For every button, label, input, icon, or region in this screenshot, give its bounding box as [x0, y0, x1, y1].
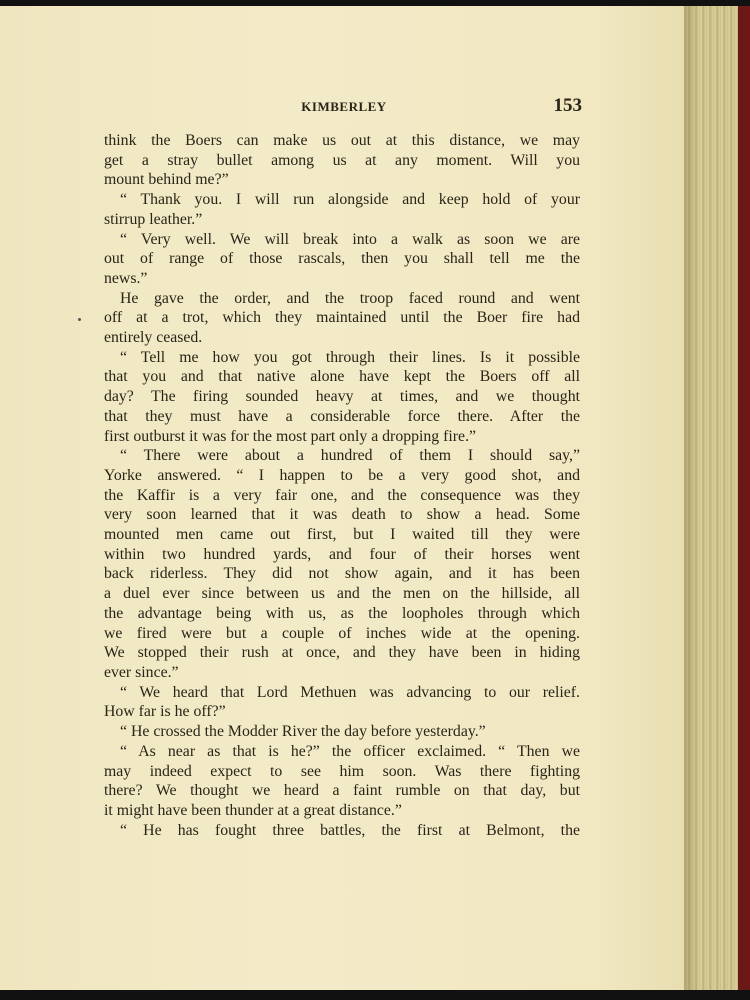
running-head: KIMBERLEY [301, 99, 387, 114]
top-border [0, 0, 750, 6]
text-line: stirrup leather.” [104, 210, 203, 228]
text-line: get a stray bullet among us at any moment. Will you [104, 151, 580, 169]
text-line: may indeed expect to see him soon. Was there fighting [104, 762, 580, 780]
margin-mark [78, 318, 81, 321]
text-line: “ We heard that Lord Methuen was advancing to our relief. [120, 683, 580, 701]
text-line: news.” [104, 269, 148, 287]
text-line: the Kaffir is a very fair one, and the consequence was they [104, 486, 580, 504]
page-number: 153 [553, 95, 582, 116]
text-line: out of range of those rascals, then you shall tell me the [104, 250, 580, 268]
text-line: back riderless. They did not show again, and it has been [104, 565, 580, 583]
text-line: “ There were about a hundred of them I should say,” [120, 447, 580, 465]
text-line: We stopped their rush at once, and they have been in hiding [104, 644, 580, 662]
text-line: He gave the order, and the troop faced round and went [120, 289, 580, 307]
text-line: the advantage being with us, as the loopholes through which [104, 604, 580, 622]
text-line: mounted men came out first, but I waited till they were [104, 526, 580, 544]
text-line: a duel ever since between us and the men on the hillside, all [104, 585, 580, 603]
text-line: day? The firing sounded heavy at times, and we thought [104, 388, 580, 406]
text-line: that you and that native alone have kept the Boers off all [104, 368, 580, 386]
bottom-border [0, 990, 750, 1000]
text-line: think the Boers can make us out at this distance, we may [104, 132, 580, 149]
text-line: off at a trot, which they maintained until the Boer fire had [104, 309, 580, 327]
book-cover-edge [738, 0, 750, 1000]
text-line: within two hundred yards, and four of their horses went [104, 545, 580, 563]
text-line: first outburst it was for the most part only a dropping fire.” [104, 427, 477, 445]
text-line: that they must have a considerable force there. After the [104, 407, 580, 425]
text-line: we fired were but a couple of inches wide at the opening. [104, 624, 580, 642]
text-line: How far is he off?” [104, 703, 226, 721]
text-line: “ He crossed the Modder River the day before yesterday.” [120, 723, 486, 741]
text-line: very soon learned that it was death to show a head. Some [104, 506, 580, 524]
text-line: “ Very well. We will break into a walk as soon we are [120, 230, 580, 248]
text-line: ever since.” [104, 663, 179, 681]
text-line: entirely ceased. [104, 329, 203, 347]
text-line: “ As near as that is he?” the officer exclaimed. “ Then we [120, 742, 580, 760]
text-line: there? We thought we heard a faint rumble on that day, but [104, 782, 580, 800]
page-header [106, 95, 582, 119]
text-line: it might have been thunder at a great distance.” [104, 801, 402, 819]
body-text [104, 131, 580, 840]
text-line: Yorke answered. “ I happen to be a very good shot, and [104, 466, 580, 484]
text-line: “ Thank you. I will run alongside and keep hold of your [120, 191, 580, 209]
text-line: “ Tell me how you got through their lines. Is it possible [120, 348, 580, 366]
text-line: “ He has fought three battles, the first at Belmont, the [120, 821, 580, 839]
text-line: mount behind me?” [104, 171, 229, 189]
gutter-shadow [684, 0, 698, 1000]
